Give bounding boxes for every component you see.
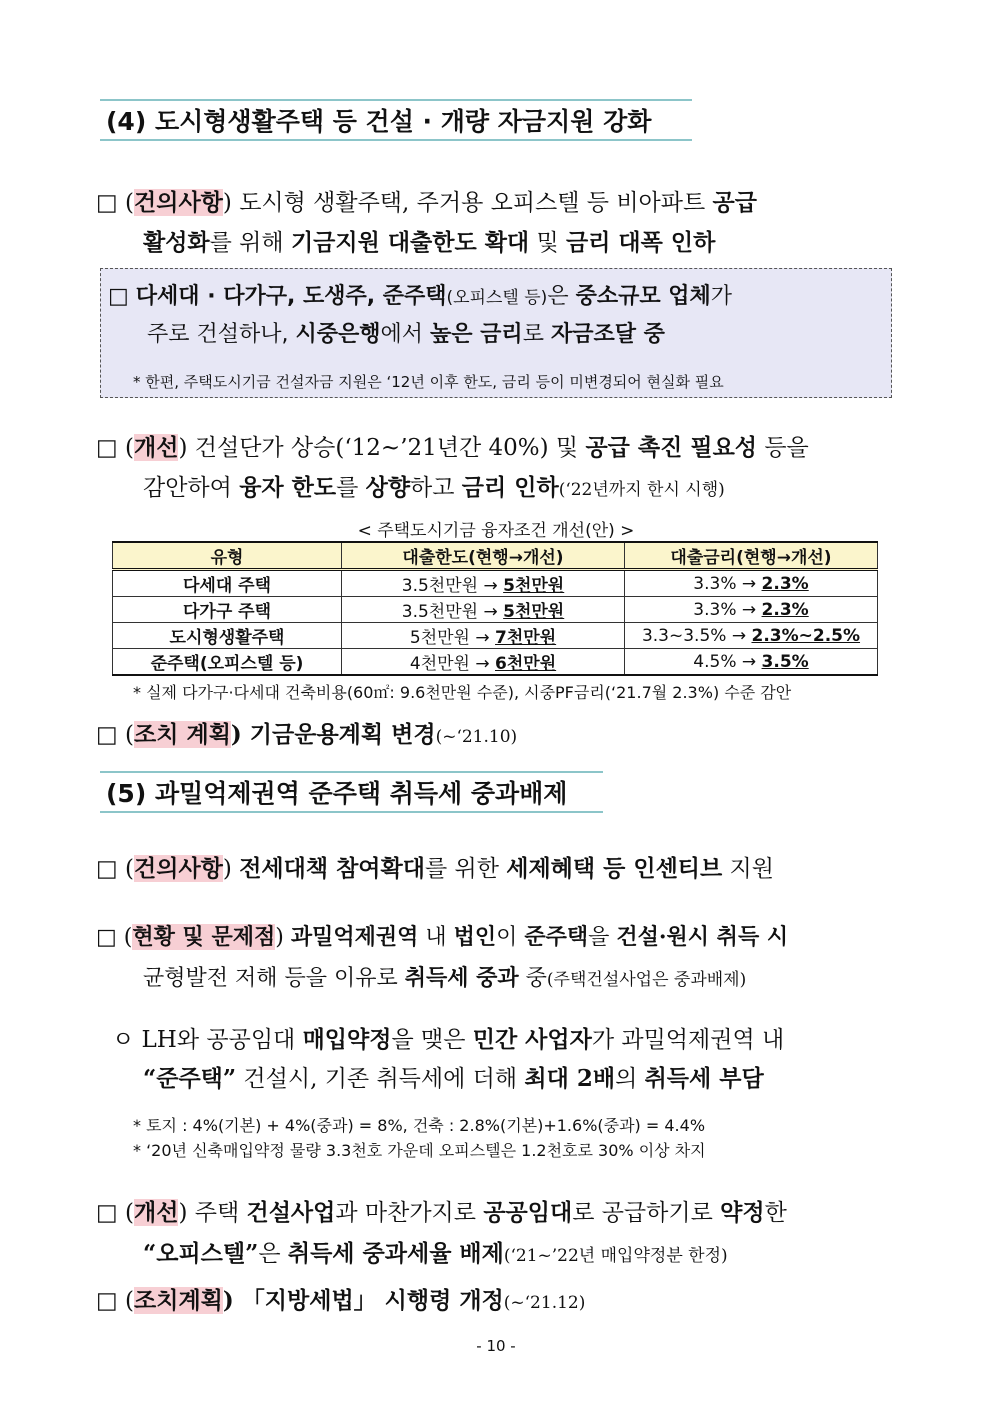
table-row: [113, 597, 878, 623]
text-bold: 취득세 중과세율 배제: [287, 1240, 504, 1267]
detail-note-2: * ‘20년 신축매입약정 물량 3.3천호 가운데 오피스텔은 1.2천호로 30% 이상 차지: [133, 1141, 706, 1160]
text: 지원: [722, 856, 774, 882]
table-row: [113, 623, 878, 649]
text: 로: [522, 322, 551, 347]
cell-limit: [342, 570, 625, 597]
paragraph-proposal-line2: [143, 224, 715, 257]
tag-label: 개선: [134, 434, 179, 461]
text-bold: 최대 2배: [524, 1065, 616, 1092]
text: 건설시, 기존 취득세에 더해: [236, 1066, 525, 1092]
limit-old: 5천만원 →: [409, 628, 496, 648]
panel-line2: [147, 317, 665, 348]
cell-rate: [625, 597, 878, 623]
limit-new: 7천만원: [495, 628, 557, 648]
text-bold: 취득세 중과: [404, 965, 519, 991]
text: 를 위한: [424, 856, 507, 882]
tag-label: 건의사항: [134, 189, 223, 216]
checkbox-bullet: □: [96, 856, 118, 882]
text-bold: 세제혜택 등 인센티브: [506, 855, 723, 882]
text-bold: 매입약정: [302, 1026, 392, 1053]
rate-old: 3.3~3.5% →: [641, 625, 752, 646]
text: 등을: [757, 435, 809, 461]
cell-type: 도시형생활주택: [113, 623, 342, 649]
text: ) 주택: [178, 1200, 247, 1226]
column-header-type: 유형: [113, 542, 342, 570]
text: ): [275, 925, 291, 950]
paren: (: [123, 925, 133, 950]
cell-rate: [625, 570, 878, 597]
text-bold: 중소규모 업체: [575, 284, 711, 309]
text-bold: 활성화: [143, 229, 210, 256]
cell-type: 준주택(오피스텔 등): [113, 649, 342, 676]
text: 균형발전 저해 등을 이유로: [143, 966, 405, 991]
limit-old: 3.5천만원 →: [401, 576, 504, 596]
text: 과 마찬가지로: [335, 1200, 484, 1226]
checkbox-bullet: □: [96, 925, 117, 950]
paragraph-proposal-2: [96, 850, 774, 883]
limit-old: 4천만원 →: [409, 654, 496, 674]
detail-note-1: * 토지 : 4%(기본) + 4%(중과) = 8%, 건축 : 2.8%(기본)+1.6%(중과) = 4.4%: [133, 1116, 706, 1135]
paragraph-improvement: [96, 429, 809, 462]
text-bold: 자금조달 중: [550, 322, 665, 347]
limit-new: 5천만원: [503, 576, 565, 596]
checkbox-bullet: □: [96, 190, 118, 216]
text: 의: [615, 1066, 645, 1092]
text-bold: 공급 촉진 필요성: [585, 434, 758, 461]
text: 을 맺은: [391, 1027, 473, 1053]
circle-bullet: ㅇ: [112, 1027, 135, 1053]
paren: (: [125, 856, 135, 882]
text-bold: “오피스텔”: [143, 1240, 259, 1267]
text-bold: 시중은행: [295, 322, 381, 347]
rate-new: 2.3%: [761, 599, 809, 620]
paragraph-improvement-line2: [143, 469, 725, 502]
text: 가 과밀억제권역 내: [591, 1027, 785, 1053]
text-bold: 금리 대폭 인하: [565, 229, 716, 256]
text: (‘21~’22년 매입약정분 한정): [503, 1246, 728, 1266]
text: 이: [496, 925, 525, 950]
table-row: [113, 570, 878, 597]
text: (~‘21.10): [435, 727, 518, 747]
paren: (: [125, 722, 135, 748]
text: 에서: [380, 322, 431, 347]
cell-type: 다세대 주택: [113, 570, 342, 597]
text: 은: [547, 284, 576, 309]
checkbox-bullet: □: [96, 435, 118, 461]
text: ): [222, 856, 240, 882]
text-bold: 융자 한도: [239, 474, 337, 501]
text: 감안하여: [143, 475, 240, 501]
rate-old: 3.3% →: [693, 573, 762, 594]
cell-limit: [342, 623, 625, 649]
text: 주로 건설하나,: [147, 322, 296, 347]
text-bold: 상향: [365, 474, 411, 501]
paragraph-proposal: [96, 184, 757, 217]
table-note: * 실제 다가구·다세대 건축비용(60㎡: 9.6천만원 수준), 시중PF금리(‘21.7월 2.3%) 수준 감안: [133, 683, 792, 702]
paren: (: [125, 435, 135, 461]
text-bold: 기금지원 대출한도 확대: [290, 229, 530, 256]
paren: (: [125, 1288, 135, 1314]
section-title-5: (5) 과밀억제권역 준주택 취득세 중과배제: [100, 771, 603, 813]
paragraph-status-line2: [143, 961, 746, 992]
cell-limit: [342, 597, 625, 623]
text-bold: 법인: [453, 924, 497, 950]
paragraph-status: [96, 920, 788, 951]
text: (오피스텔 등): [446, 288, 548, 308]
paragraph-detail-line2: [143, 1060, 764, 1093]
text-bold: 과밀억제권역: [290, 924, 419, 950]
section-title-4: (4) 도시형생활주택 등 건설 · 개량 자금지원 강화: [100, 99, 692, 141]
cell-limit: [342, 649, 625, 676]
table-title: < 주택도시기금 융자조건 개선(안) >: [357, 521, 635, 541]
text: 내: [418, 925, 454, 950]
panel-note: * 한편, 주택도시기금 건설자금 지원은 ‘12년 이후 한도, 금리 등이 미변경되어 현실화 필요: [133, 373, 724, 391]
text-bold: 취득세 부담: [644, 1065, 764, 1092]
text-bold: 민간 사업자: [472, 1026, 592, 1053]
paragraph-improvement-2-line2: [143, 1235, 728, 1268]
checkbox-bullet: □: [108, 284, 129, 309]
text: (‘22년까지 한시 시행): [558, 480, 725, 500]
text: 를 위해: [209, 230, 291, 256]
limit-new: 6천만원: [495, 654, 557, 674]
cell-rate: [625, 623, 878, 649]
text: 및: [529, 230, 566, 256]
limit-old: 3.5천만원 →: [401, 602, 504, 622]
cell-rate: [625, 649, 878, 676]
checkbox-bullet: □: [96, 1200, 118, 1226]
text-bold: ) 기금운용계획 변경: [230, 721, 436, 748]
tag-label: 현황 및 문제점: [132, 924, 276, 950]
text: 를: [336, 475, 366, 501]
text: 하고: [410, 475, 462, 501]
rate-old: 4.5% →: [693, 651, 762, 672]
text: LH와 공공임대: [141, 1027, 303, 1053]
rate-old: 3.3% →: [693, 599, 762, 620]
checkbox-bullet: □: [96, 1288, 118, 1314]
paren: (: [125, 190, 135, 216]
column-header-limit: 대출한도(현행→개선): [342, 542, 625, 570]
tag-label: 건의사항: [134, 855, 223, 882]
table-row: [113, 649, 878, 676]
text-bold: 금리 인하: [461, 474, 559, 501]
text: (주택건설사업은 중과배제): [546, 970, 747, 990]
text-bold: 공급: [712, 189, 757, 216]
text: ) 도시형 생활주택, 주거용 오피스텔 등 비아파트: [222, 190, 713, 216]
text-bold: 높은 금리: [430, 322, 523, 347]
limit-new: 5천만원: [503, 602, 565, 622]
text-bold: 전세대책 참여확대: [239, 855, 425, 882]
text-bold: 공공임대: [483, 1199, 573, 1226]
text: 로 공급하기로: [572, 1200, 721, 1226]
checkbox-bullet: □: [96, 722, 118, 748]
rate-new: 2.3%~2.5%: [751, 625, 861, 646]
text-bold: “준주택”: [143, 1065, 237, 1092]
text-bold: 건설사업: [246, 1199, 336, 1226]
text: 한: [764, 1200, 787, 1226]
text-bold: 다세대 · 다가구, 도생주, 준주택: [135, 284, 447, 309]
rate-new: 3.5%: [761, 651, 809, 672]
text-bold: ) 「지방세법」 시행령 개정: [222, 1287, 504, 1314]
paren: (: [125, 1200, 135, 1226]
paragraph-action-plan-2: [96, 1282, 585, 1315]
text-bold: 약정: [720, 1199, 765, 1226]
cell-type: 다가구 주택: [113, 597, 342, 623]
rate-new: 2.3%: [761, 573, 809, 594]
tag-label: 조치계획: [134, 1287, 223, 1314]
text-bold: 준주택: [524, 924, 589, 950]
loan-conditions-table: [112, 541, 878, 676]
panel-line1: [108, 279, 732, 310]
text: 은: [258, 1241, 288, 1267]
tag-label: 개선: [134, 1199, 179, 1226]
text: 중: [518, 966, 547, 991]
page-number: - 10 -: [476, 1337, 516, 1355]
tag-label: 조치 계획: [134, 721, 231, 748]
text: 가: [710, 284, 732, 309]
paragraph-detail: [112, 1021, 784, 1054]
column-header-rate: 대출금리(현행→개선): [625, 542, 878, 570]
text: 을: [588, 925, 617, 950]
paragraph-improvement-2: [96, 1194, 787, 1227]
text: (~‘21.12): [503, 1293, 586, 1313]
text: ) 건설단가 상승(‘12~’21년간 40%) 및: [178, 435, 586, 461]
paragraph-action-plan: [96, 716, 517, 749]
text-bold: 건설·원시 취득 시: [616, 924, 789, 950]
